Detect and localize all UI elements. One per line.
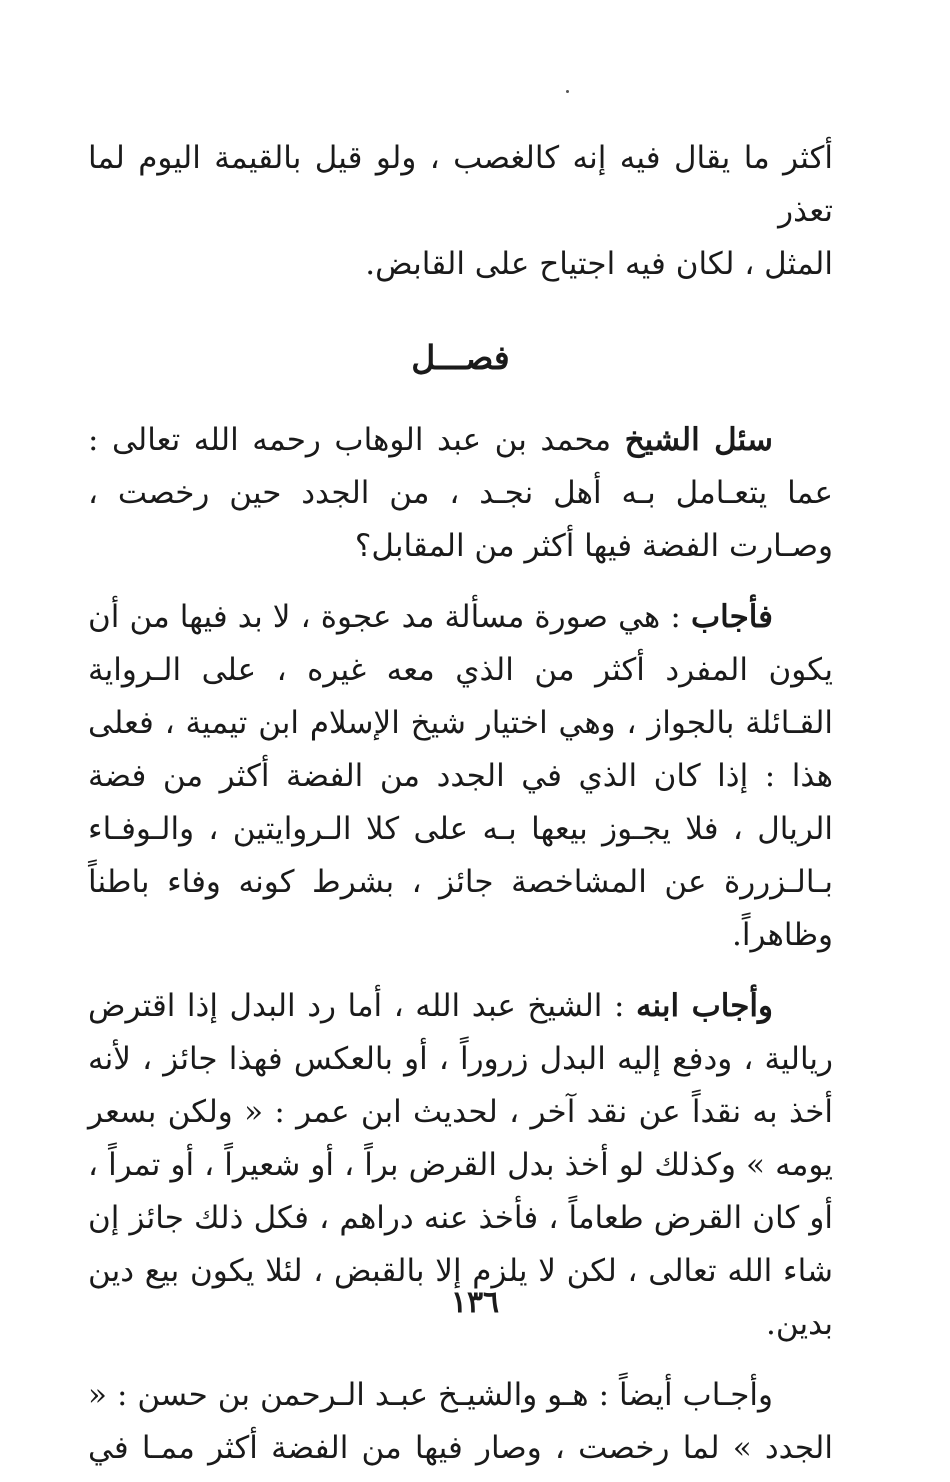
section-heading: فصـــل bbox=[411, 338, 510, 377]
intro-line-1: أكثر ما يقال فيه إنه كالغصب ، ولو قيل بالقيمة اليوم لما تعذر bbox=[88, 140, 833, 229]
scan-speck bbox=[566, 90, 569, 93]
page-number: ١٣٦ bbox=[450, 1285, 500, 1320]
intro-paragraph bbox=[88, 132, 833, 238]
question-paragraph bbox=[88, 414, 833, 573]
intro-paragraph-end bbox=[88, 238, 833, 291]
answer-2-text: : الشيخ عبد الله ، أما رد البدل إذا اقترض ريالية ، ودفع إليه البدل زروراً ، أو بالعكس فهذا جائز ، لأنه أخذ به نقداً عن نقد آخر ، لحديث ابن عمر : « ولكن بسعر يومه » وكذلك لو أخذ بدل القرض براً ، أو شعيراً ، أو تمراً ، أو كان القرض طعاماً ، فأخذ عنه دراهم ، فكل ذلك جائز إن شاء الله تعالى ، لكن لا يلزم إلا بالقبض ، لئلا يكون بيع دين بدين. bbox=[88, 988, 833, 1342]
question-lead: سئل الشيخ bbox=[624, 422, 773, 458]
answer-1-paragraph bbox=[88, 591, 833, 962]
answer-2-lead: وأجاب ابنه bbox=[635, 988, 773, 1024]
page-body bbox=[88, 132, 833, 1475]
intro-line-2: المثل ، لكان فيه اجتياح على القابض. bbox=[365, 246, 833, 282]
answer-1-lead: فأجاب bbox=[690, 599, 773, 635]
answer-3-text: وأجـاب أيضاً : هـو والشيـخ عبـد الـرحمن بن حسن : « الجدد » لما رخصت ، وصار فيها من الفضة أكثر ممـا في bbox=[88, 1377, 833, 1466]
question-text: محمد بن عبد الوهاب رحمه الله تعالى : عما يتعـامل بـه أهل نجـد ، من الجدد حين رخصت ، وصـارت الفضة فيها أكثر من المقابل؟ bbox=[88, 422, 833, 564]
answer-3-paragraph bbox=[88, 1369, 833, 1475]
answer-1-text: : هي صورة مسألة مد عجوة ، لا بد فيها من أن يكون المفرد أكثر من الذي معه غيره ، على الـرواية القـائلة بالجواز ، وهي اختيار شيخ الإسلام ابن تيمية ، فعلى هذا : إذا كان الذي في الجدد من الفضة أكثر من فضة الريال ، فلا يجـوز بيعها بـه على كلا الـروايتين ، والـوفـاء بـالـزررة عن المشاخصة جائز ، بشرط كونه وفاء باطناً وظاهراً. bbox=[88, 599, 833, 953]
